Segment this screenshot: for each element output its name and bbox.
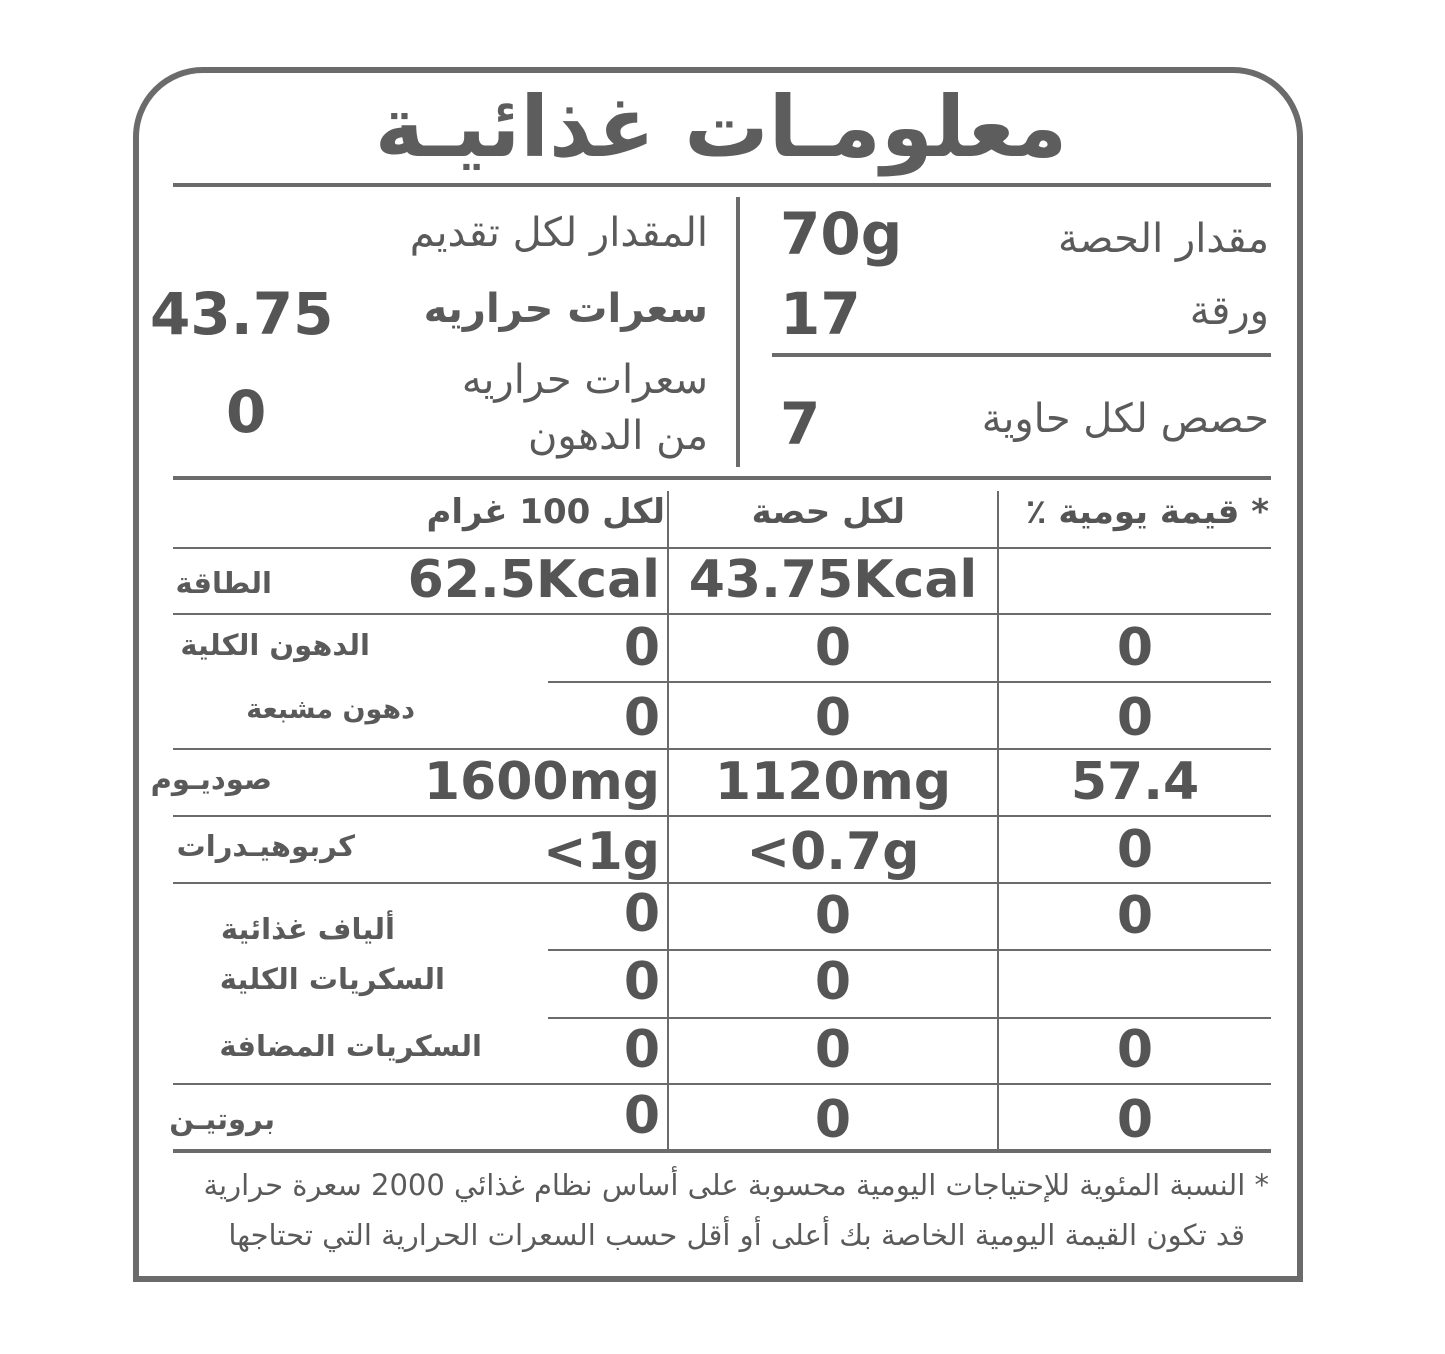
divider-serving-vertical xyxy=(736,197,740,467)
footnote-line-2: قد تكون القيمة اليومية الخاصة بك أعلى أو أقل حسب السعرات الحرارية التي تحتاجها xyxy=(228,1218,1245,1252)
cell-per100g-total-fat: 0 xyxy=(623,618,660,678)
table-row-divider xyxy=(548,949,1271,951)
cell-per100g-total-sugars: 0 xyxy=(623,952,660,1012)
cell-daily-total-fat: 0 xyxy=(1116,618,1154,678)
cell-perserving-added-sugars: 0 xyxy=(814,1020,852,1080)
page-title: معلومـات غذائيـة xyxy=(374,78,1068,176)
table-row-divider xyxy=(173,547,1271,549)
table-row-divider xyxy=(173,815,1271,817)
divider-section xyxy=(173,476,1271,480)
calories-label: سعرات حراريه xyxy=(423,286,708,332)
row-label-energy: الطاقة xyxy=(175,566,272,600)
cell-per100g-sodium: 1600mg xyxy=(423,752,660,812)
table-row-divider xyxy=(173,1083,1271,1085)
cell-daily-sodium: 57.4 xyxy=(1070,752,1200,812)
amount-per-serving-label: المقدار لكل تقديم xyxy=(409,210,708,256)
row-label-saturated-fat: دهون مشبعة xyxy=(246,694,415,725)
cell-perserving-sodium: 1120mg xyxy=(714,752,952,812)
row-label-total-sugars: السكريات الكلية xyxy=(219,962,445,996)
row-label-sodium: صوديـوم xyxy=(150,762,272,796)
cell-daily-protein: 0 xyxy=(1116,1090,1154,1150)
row-label-protein: بروتيـن xyxy=(169,1102,275,1136)
header-per-100g: لكل 100 غرام xyxy=(426,492,665,532)
leaf-label: ورقة xyxy=(1189,288,1269,334)
fat-calories-label-line2: من الدهون xyxy=(527,413,708,459)
row-label-added-sugars: السكريات المضافة xyxy=(219,1029,482,1063)
leaf-value: 17 xyxy=(780,280,861,348)
serving-size-label: مقدار الحصة xyxy=(1057,216,1269,262)
table-row-divider xyxy=(173,748,1271,750)
cell-perserving-dietary-fiber: 0 xyxy=(814,886,852,946)
table-row-divider xyxy=(173,882,1271,884)
cell-perserving-saturated-fat: 0 xyxy=(814,688,852,748)
row-label-total-fat: الدهون الكلية xyxy=(180,628,370,662)
calories-value: 43.75 xyxy=(150,280,334,348)
cell-per100g-energy: 62.5Kcal xyxy=(407,550,660,610)
cell-daily-saturated-fat: 0 xyxy=(1116,688,1154,748)
servings-per-container-label: حصص لكل حاوية xyxy=(981,396,1269,442)
cell-daily-dietary-fiber: 0 xyxy=(1116,886,1154,946)
cell-perserving-total-fat: 0 xyxy=(814,618,852,678)
cell-perserving-energy: 43.75Kcal xyxy=(688,550,978,610)
cell-per100g-saturated-fat: 0 xyxy=(623,688,660,748)
divider-serving-right xyxy=(772,353,1271,357)
header-per-serving: لكل حصة xyxy=(751,492,905,532)
cell-per100g-dietary-fiber: 0 xyxy=(623,884,660,944)
table-row-divider xyxy=(173,613,1271,615)
serving-size-value: 70g xyxy=(780,200,903,268)
cell-perserving-protein: 0 xyxy=(814,1090,852,1150)
cell-per100g-protein: 0 xyxy=(623,1086,660,1146)
table-row-divider xyxy=(548,1017,1271,1019)
cell-per100g-added-sugars: 0 xyxy=(623,1020,660,1080)
fat-calories-label-line1: سعرات حراريه xyxy=(461,357,708,403)
divider-top xyxy=(173,183,1271,187)
cell-perserving-total-sugars: 0 xyxy=(814,952,852,1012)
cell-daily-added-sugars: 0 xyxy=(1116,1020,1154,1080)
fat-calories-value: 0 xyxy=(226,378,267,446)
cell-perserving-carbohydrates: <0.7g xyxy=(746,822,920,882)
row-label-carbohydrates: كربوهيـدرات xyxy=(176,829,355,863)
table-row-divider xyxy=(548,681,1271,683)
header-daily-value: * قيمة يومية ٪ xyxy=(1025,492,1269,532)
cell-daily-carbohydrates: 0 xyxy=(1116,820,1154,880)
cell-per100g-carbohydrates: <1g xyxy=(543,822,660,882)
servings-per-container-value: 7 xyxy=(780,390,821,458)
footnote-line-1: * النسبة المئوية للإحتياجات اليومية محسوبة على أساس نظام غذائي 2000 سعرة حرارية xyxy=(203,1168,1269,1202)
row-label-dietary-fiber: ألياف غذائية xyxy=(220,912,395,946)
